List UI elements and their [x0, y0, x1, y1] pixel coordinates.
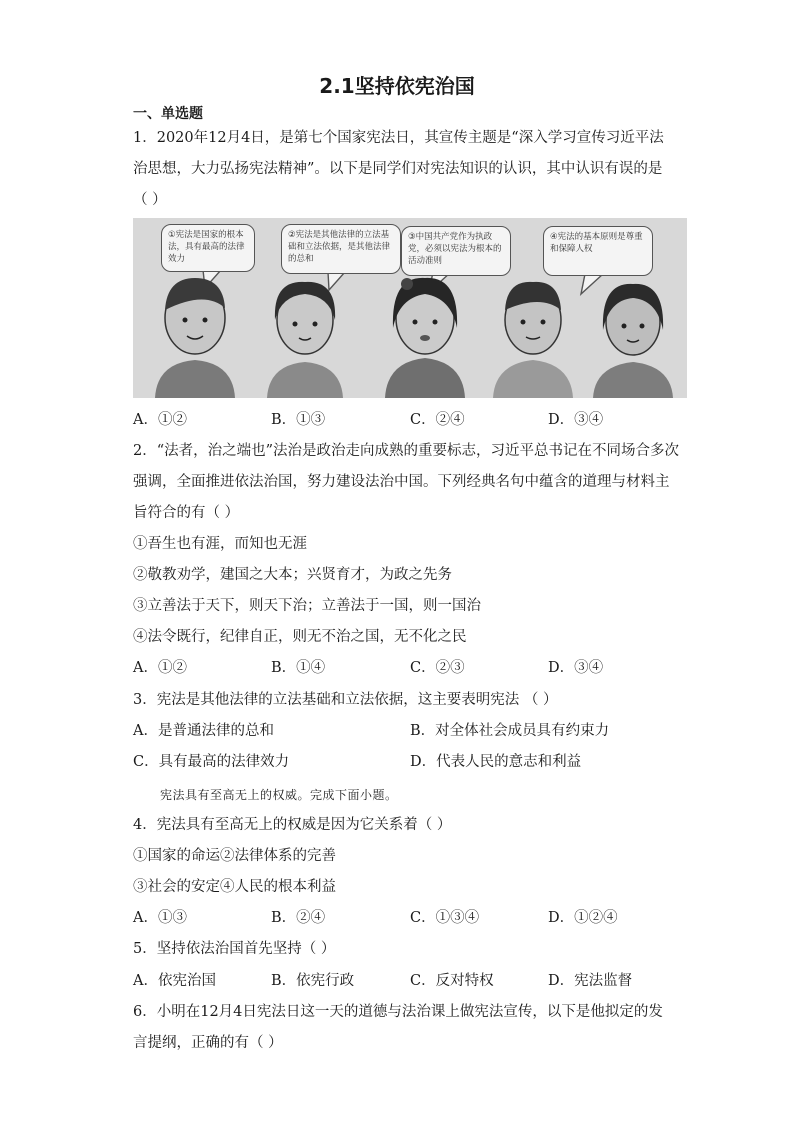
q2-line-2: 强调，全面推进依法治国，努力建设法治中国。下列经典名句中蕴含的道理与材料主 — [133, 474, 670, 490]
q3-stem: 3．宪法是其他法律的立法基础和立法依据，这主要表明宪法 （ ） — [133, 692, 558, 708]
q4-stem: 4．宪法具有至高无上的权威是因为它关系着（ ） — [133, 817, 452, 833]
q3-option-c[interactable]: C．具有最高的法律效力 — [133, 754, 290, 770]
page-title: 2.1坚持依宪治国 — [319, 74, 475, 98]
q2-option-b[interactable]: B．①④ — [271, 660, 326, 676]
q4-option-c[interactable]: C．①③④ — [410, 910, 480, 926]
q2-option-a[interactable]: A．①② — [133, 660, 187, 676]
q5-option-b[interactable]: B．依宪行政 — [271, 973, 355, 989]
q4-option-d[interactable]: D．①②④ — [548, 910, 618, 926]
q1-line-1: 1．2020年12月4日，是第七个国家宪法日，其宣传主题是“深入学习宣传习近平法 — [133, 130, 664, 146]
q2-item-4: ④法令既行，纪律自正，则无不治之国，无不化之民 — [133, 629, 467, 645]
q3-option-b[interactable]: B．对全体社会成员具有约束力 — [410, 723, 610, 739]
speech-bubble-4: ④宪法的基本原则是尊重和保障人权 — [543, 226, 653, 276]
q1-option-b[interactable]: B．①③ — [271, 412, 326, 428]
speech-bubble-3: ③中国共产党作为执政党，必须以宪法为根本的活动准则 — [401, 226, 511, 276]
q4-item-2: ③社会的安定④人民的根本利益 — [133, 879, 336, 895]
q1-line-3: （ ） — [133, 192, 167, 208]
q1-line-2: 治思想，大力弘扬宪法精神”。以下是同学们对宪法知识的认识，其中认识有误的是 — [133, 161, 663, 177]
q6-line-1: 6．小明在12月4日宪法日这一天的道德与法治课上做宪法宣传，以下是他拟定的发 — [133, 1004, 663, 1020]
q1-illustration — [133, 218, 687, 398]
q2-item-3: ③立善法于天下，则天下治；立善法于一国，则一国治 — [133, 598, 481, 614]
section-heading: 一、单选题 — [133, 106, 203, 122]
q3-option-d[interactable]: D．代表人民的意志和利益 — [410, 754, 582, 770]
q1-option-c[interactable]: C．②④ — [410, 412, 465, 428]
q2-item-1: ①吾生也有涯，而知也无涯 — [133, 536, 307, 552]
q5-option-d[interactable]: D．宪法监督 — [548, 973, 633, 989]
q5-option-a[interactable]: A．依宪治国 — [133, 973, 216, 989]
q1-option-d[interactable]: D．③④ — [548, 412, 604, 428]
q2-line-1: 2．“法者，治之端也”法治是政治走向成熟的重要标志，习近平总书记在不同场合多次 — [133, 443, 680, 459]
q3-option-a[interactable]: A．是普通法律的总和 — [133, 723, 274, 739]
q4-option-b[interactable]: B．②④ — [271, 910, 326, 926]
q6-line-2: 言提纲，正确的有（ ） — [133, 1035, 283, 1051]
q4-option-a[interactable]: A．①③ — [133, 910, 187, 926]
group-note: 宪法具有至高无上的权威。完成下面小题。 — [160, 788, 398, 802]
q1-option-a[interactable]: A．①② — [133, 412, 187, 428]
q5-stem: 5．坚持依法治国首先坚持（ ） — [133, 941, 336, 957]
speech-bubble-2: ②宪法是其他法律的立法基础和立法依据，是其他法律的总和 — [281, 224, 401, 274]
q2-item-2: ②敬教劝学，建国之大本；兴贤育才，为政之先务 — [133, 567, 452, 583]
speech-bubble-1: ①宪法是国家的根本法，具有最高的法律效力 — [161, 224, 255, 272]
q4-item-1: ①国家的命运②法律体系的完善 — [133, 848, 336, 864]
q5-option-c[interactable]: C．反对特权 — [410, 973, 494, 989]
q2-line-3: 旨符合的有（ ） — [133, 505, 240, 521]
q2-option-c[interactable]: C．②③ — [410, 660, 465, 676]
q2-option-d[interactable]: D．③④ — [548, 660, 604, 676]
